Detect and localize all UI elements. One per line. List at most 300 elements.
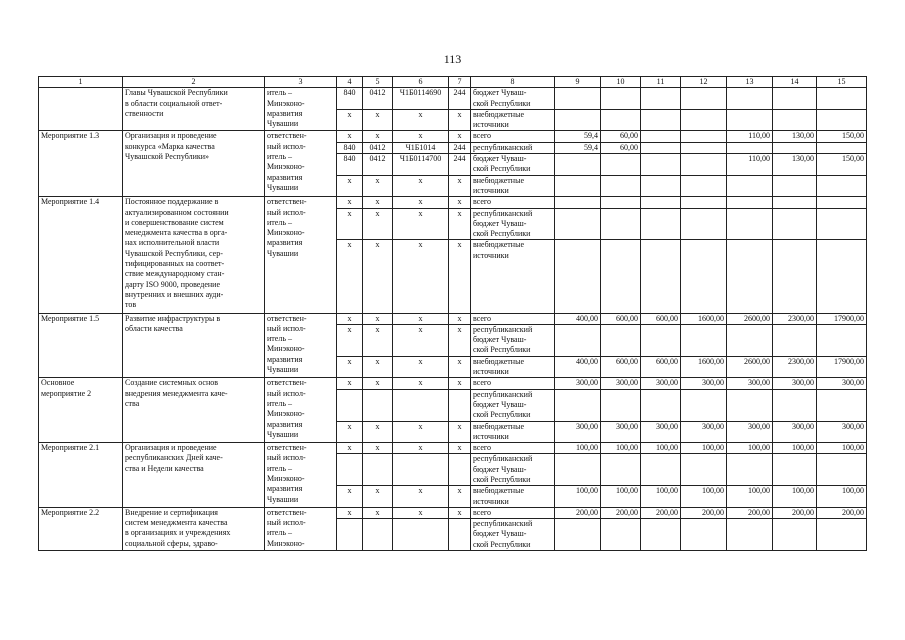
budget-code-cell [449,389,471,421]
funding-source [471,486,555,508]
amount-cell [641,519,681,551]
amount-cell [681,154,727,176]
budget-code-cell: x [449,208,471,240]
header-cell: 9 [555,77,601,88]
funding-source [471,131,555,142]
amount-cell: 100,00 [727,443,773,454]
amount-cell: 200,00 [601,507,641,518]
amount-cell [555,175,601,197]
description-line: Организация и проведение [125,443,217,453]
executor-line: ответствен- [267,443,307,453]
funding-source-line: внебюджетные [473,421,524,431]
funding-source-line: бюджет Чуваш- [473,88,527,98]
amount-cell [773,175,817,197]
budget-code-cell: x [449,131,471,142]
amount-cell: 100,00 [681,443,727,454]
budget-code-cell [337,519,363,551]
funding-source [471,208,555,240]
executor-line: Чувашии [267,494,299,504]
amount-cell [641,88,681,110]
amount-cell [727,142,773,153]
amount-cell [641,197,681,208]
amount-cell: 300,00 [727,421,773,443]
amount-cell [817,389,867,421]
activity-label: Мероприятие 2.2 [39,507,123,550]
funding-source-line: всего [473,131,492,141]
responsible-executor [265,507,337,550]
funding-source-line: бюджет Чуваш- [473,464,527,474]
executor-line: ный испол- [267,207,306,217]
amount-cell [641,131,681,142]
amount-cell [555,454,601,486]
funding-source [471,389,555,421]
amount-cell: 130,00 [773,131,817,142]
budget-code-cell: Ч1Б0114690 [393,88,449,110]
amount-cell [817,519,867,551]
header-cell: 2 [123,77,265,88]
budget-code-cell: 840 [337,142,363,153]
amount-cell: 300,00 [601,421,641,443]
executor-line: итель – [267,398,292,408]
budget-code-cell [363,389,393,421]
description-line: ства [125,398,140,408]
funding-source [471,519,555,551]
amount-cell: 2600,00 [727,356,773,378]
amount-cell [601,389,641,421]
amount-cell: 110,00 [727,131,773,142]
amount-cell: 59,4 [555,131,601,142]
funding-source-line: источники [473,120,509,130]
executor-line: Минэконо- [267,538,305,548]
amount-cell: 300,00 [773,378,817,389]
funding-source-line: бюджет Чуваш- [473,335,527,345]
executor-line: Минэконо- [267,228,305,238]
executor-line: ный испол- [267,453,306,463]
funding-source [471,443,555,454]
description-line: внедрения менеджмента каче- [125,388,228,398]
amount-cell [681,109,727,131]
budget-code-cell: x [363,131,393,142]
amount-cell: 17900,00 [817,356,867,378]
amount-cell: 200,00 [681,507,727,518]
budget-code-cell: x [337,197,363,208]
budget-table [38,76,867,551]
description-line: конкурса «Марка качества [125,141,215,151]
budget-code-cell: 244 [449,88,471,110]
amount-cell: 60,00 [601,142,641,153]
amount-cell [641,142,681,153]
budget-code-cell: x [449,486,471,508]
budget-code-cell: x [363,175,393,197]
budget-code-cell: x [337,507,363,518]
budget-code-cell: x [337,486,363,508]
budget-code-cell [337,389,363,421]
amount-cell [601,154,641,176]
amount-cell: 100,00 [773,443,817,454]
amount-cell: 300,00 [773,421,817,443]
budget-code-cell: x [337,175,363,197]
amount-cell [601,324,641,356]
description-line: в организациях и учреждениях [125,528,231,538]
budget-code-cell [337,454,363,486]
budget-code-cell: x [337,378,363,389]
responsible-executor [265,88,337,131]
header-row [39,77,867,88]
table-row [39,443,867,454]
funding-source [471,324,555,356]
amount-cell [681,88,727,110]
funding-source-line: источники [473,250,509,260]
description-line: менеджмента качества в орга- [125,228,228,238]
amount-cell: 1600,00 [681,356,727,378]
amount-cell: 300,00 [555,421,601,443]
amount-cell [601,240,641,313]
amount-cell [727,240,773,313]
budget-code-cell: x [449,313,471,324]
funding-source-line: республиканский [473,389,533,399]
budget-code-cell: x [393,324,449,356]
budget-code-cell [363,454,393,486]
funding-source-line: ской Республики [473,410,531,420]
amount-cell [727,519,773,551]
amount-cell: 60,00 [601,131,641,142]
funding-source-line: внебюджетные [473,109,524,119]
responsible-executor [265,131,337,197]
funding-source-line: всего [473,378,492,388]
description-line: республиканских Дней каче- [125,453,223,463]
funding-source [471,313,555,324]
amount-cell [773,454,817,486]
amount-cell: 200,00 [727,507,773,518]
budget-code-cell: x [449,421,471,443]
activity-description [123,313,265,378]
amount-cell [773,389,817,421]
description-line: Внедрение и сертификация [125,507,218,517]
table-row [39,313,867,324]
activity-description [123,88,265,131]
amount-cell [641,324,681,356]
table-row [39,378,867,389]
activity-description [123,197,265,313]
amount-cell [641,208,681,240]
budget-code-cell: x [363,486,393,508]
amount-cell: 100,00 [601,486,641,508]
amount-cell: 100,00 [555,486,601,508]
budget-code-cell: x [449,378,471,389]
budget-code-cell: x [363,313,393,324]
description-line: ства и Недели качества [125,463,204,473]
amount-cell [773,142,817,153]
amount-cell: 200,00 [773,507,817,518]
budget-code-cell: x [363,507,393,518]
description-line: внутренних и внешних ауди- [125,289,224,299]
amount-cell: 2300,00 [773,313,817,324]
activity-description [123,378,265,443]
amount-cell: 400,00 [555,356,601,378]
funding-source-line: республиканский [473,454,533,464]
budget-code-cell: x [363,356,393,378]
funding-source-line: внебюджетные [473,175,524,185]
amount-cell: 100,00 [773,486,817,508]
amount-cell [773,88,817,110]
amount-cell: 100,00 [601,443,641,454]
amount-cell [817,109,867,131]
funding-source-line: источники [473,496,509,506]
budget-code-cell: x [363,378,393,389]
amount-cell [555,154,601,176]
executor-line: Чувашии [267,365,299,375]
funding-source-line: ской Республики [473,539,531,549]
budget-code-cell: x [393,378,449,389]
amount-cell: 2300,00 [773,356,817,378]
amount-cell [817,175,867,197]
amount-cell [817,197,867,208]
amount-cell [641,175,681,197]
executor-line: Минэконо- [267,98,305,108]
activity-description [123,507,265,550]
executor-line: ответствен- [267,507,307,517]
funding-source-line: ской Республики [473,474,531,484]
budget-code-cell: x [449,175,471,197]
amount-cell: 600,00 [601,356,641,378]
amount-cell [641,154,681,176]
budget-code-cell: x [449,356,471,378]
amount-cell [681,454,727,486]
amount-cell [817,240,867,313]
amount-cell [555,197,601,208]
amount-cell: 1600,00 [681,313,727,324]
budget-code-cell: 0412 [363,88,393,110]
funding-source [471,454,555,486]
amount-cell [727,175,773,197]
funding-source [471,240,555,313]
activity-label: Основное мероприятие 2 [39,378,123,443]
amount-cell: 100,00 [681,486,727,508]
executor-line: Чувашии [267,248,299,258]
budget-code-cell: x [393,421,449,443]
funding-source-line: республиканский [473,519,533,529]
page-number: 113 [443,52,462,66]
funding-source [471,421,555,443]
funding-source-line: бюджет Чуваш- [473,154,527,164]
amount-cell: 300,00 [681,421,727,443]
header-cell: 8 [471,77,555,88]
budget-code-cell: Ч1Б0114700 [393,154,449,176]
budget-code-cell: x [393,208,449,240]
header-cell: 12 [681,77,727,88]
amount-cell: 600,00 [601,313,641,324]
description-line: Постоянное поддержание в [125,197,219,207]
header-cell: 11 [641,77,681,88]
amount-cell [681,142,727,153]
amount-cell [555,208,601,240]
amount-cell: 300,00 [681,378,727,389]
budget-code-cell [449,519,471,551]
funding-source-line: внебюджетные [473,356,524,366]
executor-line: ный испол- [267,141,306,151]
responsible-executor [265,378,337,443]
amount-cell [681,131,727,142]
executor-line: мразвития [267,238,303,248]
budget-code-cell: x [393,109,449,131]
budget-code-cell: x [449,324,471,356]
responsible-executor [265,313,337,378]
table-row [39,88,867,110]
amount-cell [727,208,773,240]
activity-label: Мероприятие 1.5 [39,313,123,378]
budget-code-cell: 244 [449,142,471,153]
executor-line: Минэконо- [267,473,305,483]
funding-source-line [473,261,552,271]
funding-source-line [473,282,552,292]
table-row [39,197,867,208]
header-cell: 15 [817,77,867,88]
amount-cell: 300,00 [727,378,773,389]
amount-cell: 300,00 [601,378,641,389]
amount-cell [773,519,817,551]
amount-cell [601,109,641,131]
executor-line: ный испол- [267,388,306,398]
description-line: нах исполнительной власти [125,238,220,248]
funding-source-line: источники [473,185,509,195]
amount-cell [727,389,773,421]
amount-cell: 110,00 [727,154,773,176]
funding-source-line: ской Республики [473,229,531,239]
amount-cell: 150,00 [817,131,867,142]
activity-label [39,88,123,131]
executor-line: итель – [267,217,292,227]
funding-source-line [473,292,552,302]
amount-cell [727,109,773,131]
budget-code-cell: x [393,356,449,378]
budget-code-cell: x [449,507,471,518]
executor-line: ответствен- [267,197,307,207]
description-line: дарту ISO 9000, проведение [125,279,220,289]
amount-cell: 300,00 [641,421,681,443]
amount-cell: 200,00 [817,507,867,518]
budget-code-cell: Ч1Б1014 [393,142,449,153]
amount-cell [727,88,773,110]
budget-code-cell: x [363,208,393,240]
budget-code-cell: x [337,109,363,131]
funding-source [471,197,555,208]
executor-line: ответствен- [267,131,307,141]
header-cell: 1 [39,77,123,88]
funding-source [471,378,555,389]
funding-source-line: всего [473,443,492,453]
budget-code-cell: x [449,197,471,208]
funding-source-line: бюджет Чуваш- [473,529,527,539]
amount-cell: 200,00 [555,507,601,518]
funding-source-line: бюджет Чуваш- [473,218,527,228]
funding-source-line: всего [473,507,492,517]
executor-line: ответствен- [267,378,307,388]
funding-source-line: республиканский [473,142,533,152]
executor-line: ный испол- [267,518,306,528]
funding-source-line: республиканский [473,208,533,218]
executor-line: Минэконо- [267,409,305,419]
budget-code-cell: x [393,313,449,324]
funding-source-line: источники [473,367,509,377]
amount-cell [773,240,817,313]
amount-cell: 100,00 [817,486,867,508]
responsible-executor [265,197,337,313]
description-line: ственности [125,108,164,118]
amount-cell [601,208,641,240]
amount-cell [773,197,817,208]
amount-cell [727,197,773,208]
executor-line: мразвития [267,484,303,494]
budget-code-cell [449,454,471,486]
activity-description [123,443,265,508]
executor-line: Минэконо- [267,344,305,354]
executor-line: итель – [267,152,292,162]
funding-source [471,175,555,197]
amount-cell: 59,4 [555,142,601,153]
header-cell: 6 [393,77,449,88]
executor-line: Чувашии [267,182,299,192]
amount-cell: 2600,00 [727,313,773,324]
budget-code-cell: 244 [449,154,471,176]
amount-cell [555,324,601,356]
description-line: Главы Чувашской Республики [125,88,228,98]
budget-code-cell [393,519,449,551]
funding-source-line: всего [473,313,492,323]
budget-code-cell: x [363,324,393,356]
budget-code-cell: x [337,313,363,324]
header-cell: 5 [363,77,393,88]
budget-code-cell: x [363,421,393,443]
header-cell: 10 [601,77,641,88]
executor-line: ответствен- [267,313,307,323]
budget-code-cell: x [337,421,363,443]
budget-code-cell: x [363,443,393,454]
amount-cell [555,109,601,131]
amount-cell: 100,00 [641,486,681,508]
amount-cell [681,197,727,208]
amount-cell [681,175,727,197]
amount-cell [601,175,641,197]
budget-code-cell: x [337,324,363,356]
budget-code-cell: 840 [337,88,363,110]
executor-line: мразвития [267,172,303,182]
amount-cell: 100,00 [817,443,867,454]
funding-source-line: источники [473,431,509,441]
budget-code-cell: 0412 [363,142,393,153]
funding-source [471,154,555,176]
funding-source-line [473,271,552,281]
amount-cell [555,88,601,110]
description-line: социальной сферы, здраво- [125,538,218,548]
activity-label: Мероприятие 1.4 [39,197,123,313]
budget-code-cell: x [337,443,363,454]
amount-cell: 300,00 [817,421,867,443]
activity-label: Мероприятие 1.3 [39,131,123,197]
amount-cell [681,519,727,551]
executor-line: мразвития [267,108,303,118]
description-line: Чувашской Республики, сер- [125,248,223,258]
executor-line: Минэконо- [267,162,305,172]
amount-cell [817,454,867,486]
amount-cell [727,324,773,356]
header-cell: 13 [727,77,773,88]
executor-line: итель – [267,334,292,344]
funding-source [471,109,555,131]
table-row [39,131,867,142]
amount-cell [555,240,601,313]
header-cell: 4 [337,77,363,88]
header-cell: 7 [449,77,471,88]
